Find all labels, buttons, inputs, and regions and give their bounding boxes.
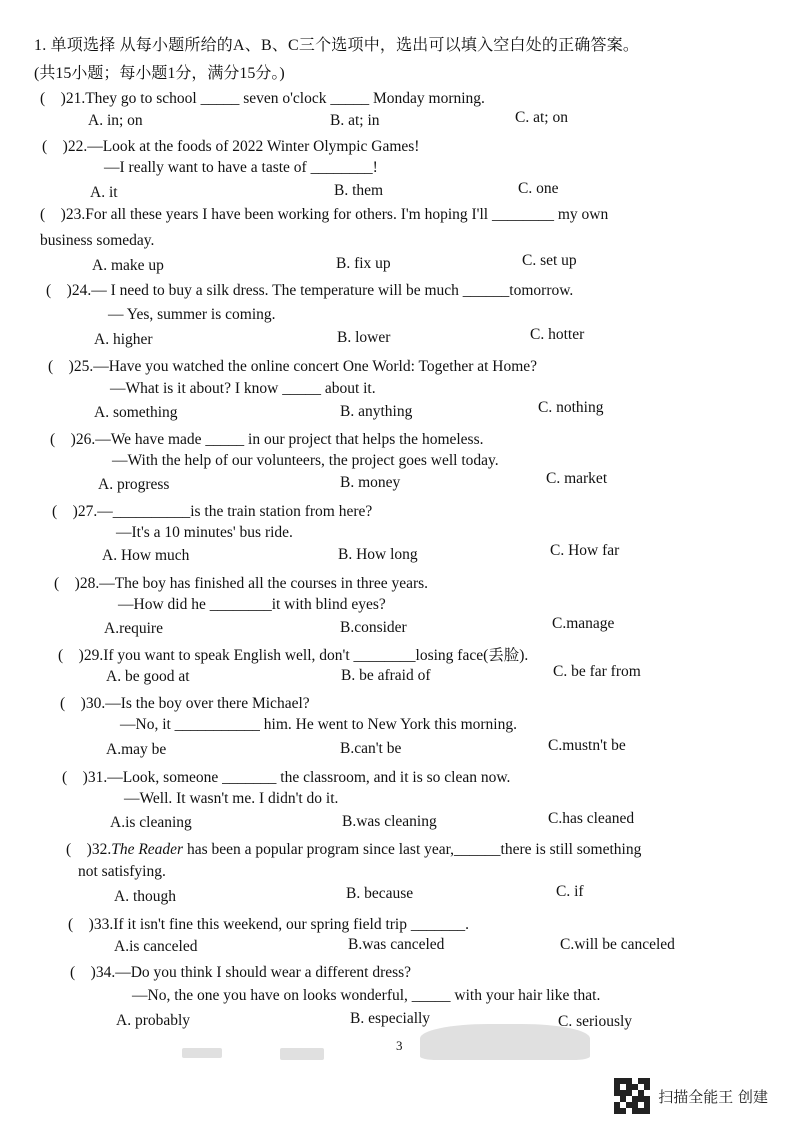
question-23-option-a: A. make up bbox=[92, 257, 164, 274]
scan-smudge bbox=[420, 1024, 590, 1060]
scanner-watermark bbox=[614, 1078, 768, 1114]
question-33-option-a: A.is canceled bbox=[114, 938, 198, 955]
question-31-option-c: C.has cleaned bbox=[548, 810, 635, 827]
question-27-option-c: C. How far bbox=[550, 542, 620, 559]
question-32-option-b: B. because bbox=[346, 885, 414, 902]
question-25-option-b: B. anything bbox=[340, 403, 413, 420]
question-26-stem: ( )26.—We have made _____ in our project that helps the homeless. bbox=[50, 431, 484, 448]
question-32-option-c: C. if bbox=[556, 883, 584, 900]
section-subtitle: (共15小题；每小题1分，满分15分。) bbox=[34, 65, 285, 82]
question-31-stem: ( )31.—Look, someone _______ the classroom, and it is so clean now. bbox=[62, 769, 511, 786]
question-32-number: ( )32. bbox=[66, 841, 112, 858]
question-25-line2: —What is it about? I know _____ about it. bbox=[110, 380, 376, 397]
page-number: 3 bbox=[396, 1038, 403, 1053]
question-33-option-b: B.was canceled bbox=[348, 936, 445, 953]
question-29-option-a: A. be good at bbox=[106, 668, 190, 685]
question-24-stem: ( )24.— I need to buy a silk dress. The temperature will be much ______tomorrow. bbox=[46, 282, 574, 299]
question-21-option-a: A. in; on bbox=[88, 112, 143, 129]
question-22-stem: ( )22.—Look at the foods of 2022 Winter Olympic Games! bbox=[42, 138, 420, 155]
question-28-stem: ( )28.—The boy has finished all the courses in three years. bbox=[54, 575, 429, 592]
question-22-option-c: C. one bbox=[518, 180, 559, 197]
question-29-option-b: B. be afraid of bbox=[341, 667, 431, 684]
question-28-option-b: B.consider bbox=[340, 619, 407, 636]
question-28-option-c: C.manage bbox=[552, 615, 615, 632]
scan-smudge bbox=[280, 1048, 324, 1060]
question-28-line2: —How did he ________it with blind eyes? bbox=[118, 596, 386, 613]
question-24-option-a: A. higher bbox=[94, 331, 153, 348]
question-34-option-c: C. seriously bbox=[558, 1013, 633, 1030]
question-22-option-b: B. them bbox=[334, 182, 384, 199]
question-34-option-b: B. especially bbox=[350, 1010, 431, 1027]
question-23-stem: ( )23.For all these years I have been working for others. I'm hoping I'll ________ my own bbox=[40, 206, 609, 223]
question-21-option-b: B. at; in bbox=[330, 112, 380, 129]
question-32-line2: not satisfying. bbox=[78, 863, 166, 880]
question-27-option-b: B. How long bbox=[338, 546, 418, 563]
question-30-option-c: C.mustn't be bbox=[548, 737, 626, 754]
question-26-option-a: A. progress bbox=[98, 476, 170, 493]
question-25-option-a: A. something bbox=[94, 404, 178, 421]
question-28-option-a: A.require bbox=[104, 620, 163, 637]
question-23-option-c: C. set up bbox=[522, 252, 577, 269]
question-33-option-c: C.will be canceled bbox=[560, 936, 675, 953]
question-26-option-b: B. money bbox=[340, 474, 401, 491]
question-27-stem: ( )27.—__________is the train station from here? bbox=[52, 503, 373, 520]
question-22-line2: —I really want to have a taste of ________! bbox=[104, 159, 378, 176]
question-29-stem: ( )29.If you want to speak English well, don't ________losing face(丢脸). bbox=[58, 647, 529, 664]
question-31-option-b: B.was cleaning bbox=[342, 813, 437, 830]
question-22-option-a: A. it bbox=[90, 184, 118, 201]
question-21-stem: ( )21.They go to school _____ seven o'clock _____ Monday morning. bbox=[40, 90, 485, 107]
question-30-option-b: B.can't be bbox=[340, 740, 402, 757]
question-34-line2: —No, the one you have on looks wonderful, _____ with your hair like that. bbox=[132, 987, 601, 1004]
question-27-line2: —It's a 10 minutes' bus ride. bbox=[116, 524, 293, 541]
question-27-option-a: A. How much bbox=[102, 547, 190, 564]
qr-code-icon bbox=[614, 1078, 650, 1114]
question-21-option-c: C. at; on bbox=[515, 109, 568, 126]
question-32-option-a: A. though bbox=[114, 888, 176, 905]
scan-smudge bbox=[182, 1048, 222, 1058]
question-25-option-c: C. nothing bbox=[538, 399, 604, 416]
question-23-line2: business someday. bbox=[40, 232, 155, 249]
question-30-stem: ( )30.—Is the boy over there Michael? bbox=[60, 695, 310, 712]
question-26-option-c: C. market bbox=[546, 470, 608, 487]
question-34-stem: ( )34.—Do you think I should wear a different dress? bbox=[70, 964, 412, 981]
question-29-option-c: C. be far from bbox=[553, 663, 641, 680]
section-title: 1. 单项选择 从每小题所给的A、B、C三个选项中，选出可以填入空白处的正确答案。 bbox=[34, 37, 640, 54]
question-30-line2: —No, it ___________ him. He went to New York this morning. bbox=[120, 716, 517, 733]
question-30-option-a: A.may be bbox=[106, 741, 167, 758]
question-31-option-a: A.is cleaning bbox=[110, 814, 192, 831]
question-24-option-b: B. lower bbox=[337, 329, 391, 346]
watermark-text: 扫描全能王 创建 bbox=[658, 1087, 768, 1106]
question-33-stem: ( )33.If it isn't fine this weekend, our spring field trip _______. bbox=[68, 916, 469, 933]
program-title: The Reader bbox=[111, 841, 184, 858]
question-32-stem bbox=[66, 837, 641, 859]
question-24-line2: — Yes, summer is coming. bbox=[108, 306, 276, 323]
question-34-option-a: A. probably bbox=[116, 1012, 191, 1029]
question-32-stem-rest: has been a popular program since last year,______there is still something bbox=[183, 841, 642, 858]
question-26-line2: —With the help of our volunteers, the project goes well today. bbox=[112, 452, 499, 469]
question-25-stem: ( )25.—Have you watched the online concert One World: Together at Home? bbox=[48, 358, 538, 375]
question-24-option-c: C. hotter bbox=[530, 326, 585, 343]
question-23-option-b: B. fix up bbox=[336, 255, 391, 272]
question-31-line2: —Well. It wasn't me. I didn't do it. bbox=[124, 790, 339, 807]
